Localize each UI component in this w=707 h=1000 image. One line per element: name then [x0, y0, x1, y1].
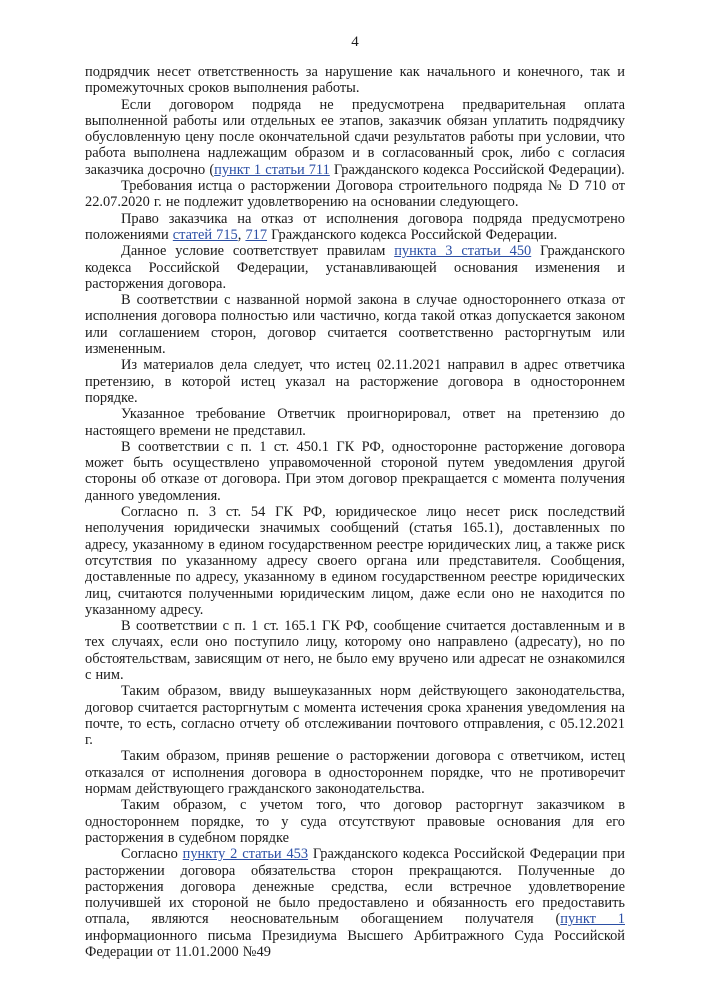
paragraph	[85, 211, 625, 244]
text-run: Гражданского кодекса Российской Федерации.	[267, 226, 558, 243]
article-link[interactable]: пункта 3 статьи 450	[394, 243, 532, 260]
page-number: 4	[351, 34, 359, 50]
paragraph	[85, 618, 625, 683]
paragraph	[85, 97, 625, 178]
paragraph	[85, 406, 625, 439]
paragraph	[85, 846, 625, 960]
text-run: Требования истца о расторжении Договора строительного подряда № D 710 от 22.07.2020 г. не подлежит удовлетворению на основании следующего.	[85, 178, 625, 211]
text-run: Таким образом, с учетом того, что договор расторгнут заказчиком в одностороннем порядке, то у суда отсутствуют правовые основания для его расторжения в судебном порядке	[85, 797, 625, 846]
text-run: Указанное требование Ответчик проигнорировал, ответ на претензию до настоящего времени не представил.	[85, 406, 625, 439]
text-run: Гражданского кодекса Российской Федерации при расторжении договора обязательства сторон прекращаются. Полученные до расторжения договора денежные средства, если встречное удовлетворение получившей их стороной не было предоставлено и обязанность его предоставить отпала, являются неосновательным обогащением получателя (	[85, 846, 625, 928]
paragraph	[85, 683, 625, 748]
text-run: Право заказчика на отказ от исполнения договора подряда предусмотрено положениями	[85, 210, 625, 243]
text-run: В соответствии с названной нормой закона в случае одностороннего отказа от исполнения договора полностью или частично, когда такой отказ допускается законом или соглашением сторон, договор считается соответственно расторгнутым или измененным.	[85, 292, 625, 358]
text-run: В соответствии с п. 1 ст. 165.1 ГК РФ, сообщение считается доставленным и в тех случаях, если оно поступило лицу, которому оно направлено (адресату), но по обстоятельствам, зависящим от него, не было ему вручено или адресат не ознакомился с ним.	[85, 618, 625, 683]
paragraph	[85, 292, 625, 357]
text-run: Из материалов дела следует, что истец 02.11.2021 направил в адрес ответчика претензию, в которой истец указал на расторжение договора в одностороннем порядке.	[85, 357, 625, 406]
paragraph	[85, 504, 625, 618]
text-run: информационного письма Президиума Высшего Арбитражного Суда Российской Федерации от 11.01.2000 №49	[85, 927, 625, 961]
article-link[interactable]: статей 715	[172, 226, 238, 243]
paragraph	[85, 797, 625, 846]
paragraph	[85, 243, 625, 292]
text-run: Согласно п. 3 ст. 54 ГК РФ, юридическое лицо несет риск последствий неполучения юридически значимых сообщений (статья 165.1), доставленных по адресу, указанному в едином государственном реестре юридических лиц, а также риск отсутствия по указанному адресу своего органа или представителя. Сообщения, доставленные по адресу, указанному в едином государственном реестре юридических лиц, считаются полученными юридическим лицом, даже если оно не находится по указанному адресу.	[85, 504, 625, 618]
text-run: В соответствии с п. 1 ст. 450.1 ГК РФ, односторонне расторжение договора может быть осуществлено управомоченной стороной путем уведомления другой стороны об отказе от договора. При этом договор прекращается с момента получения данного уведомления.	[85, 438, 625, 504]
document-body	[85, 64, 625, 960]
paragraph	[85, 357, 625, 406]
text-run: Гражданского кодекса Российской Федерации, устанавливающей основания изменения и расторжения договора.	[85, 243, 626, 292]
paragraph	[85, 64, 625, 97]
article-link[interactable]: 717	[245, 226, 268, 243]
text-run: подрядчик несет ответственность за нарушение как начального и конечного, так и промежуточных сроков выполнения работы.	[85, 64, 625, 97]
text-run: Таким образом, ввиду вышеуказанных норм действующего законодательства, договор считается расторгнутым с момента истечения срока хранения уведомления на почте, то есть, согласно отчету об отслеживании почтового отправления, с 05.12.2021 г.	[85, 683, 625, 749]
paragraph	[85, 748, 625, 797]
text-run: Таким образом, приняв решение о расторжении договора с ответчиком, истец отказался от исполнения договора в одностороннем порядке, что не противоречит нормам действующего гражданского законодательства.	[85, 748, 625, 798]
text-run: Данное условие соответствует правилам	[121, 243, 395, 260]
article-link[interactable]: пункт 1	[560, 911, 625, 928]
text-run: Согласно	[121, 846, 183, 863]
text-run: Гражданского кодекса Российской Федерации).	[329, 161, 625, 178]
paragraph	[85, 439, 625, 504]
paragraph	[85, 178, 625, 211]
article-link[interactable]: пункту 2 статьи 453	[182, 846, 309, 863]
text-run: Если договором подряда не предусмотрена предварительная оплата выполненной работы или отдельных ее этапов, заказчик обязан уплатить подрядчику обусловленную цену после окончательной сдачи результатов работы при условии, что работа выполнена надлежащим образом и в согласованный срок, либо с согласия заказчика досрочно (	[85, 96, 625, 178]
text-run: ,	[237, 226, 246, 243]
article-link[interactable]: пункт 1 статьи 711	[214, 161, 330, 178]
